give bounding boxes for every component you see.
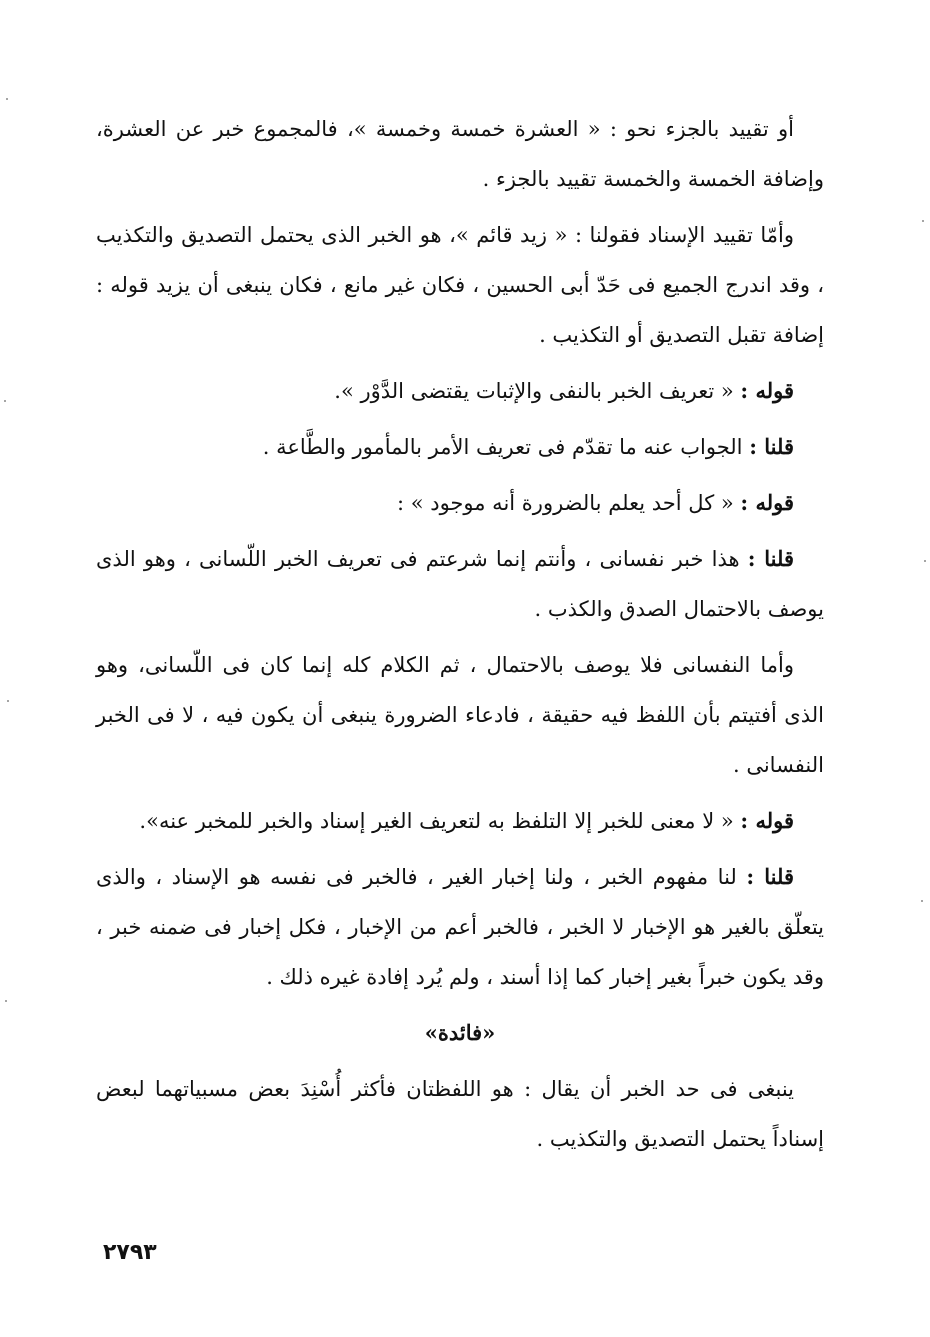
paragraph-6 [96,534,824,634]
paragraph-3 [96,366,824,416]
margin-mark [7,700,9,702]
paragraph-text: وأما النفسانى فلا يوصف بالاحتمال ، ثم الكلام كله إنما كان فى اللّسانى، وهو الذى أفتيتم بأن اللفظ فيه حقيقة ، فادعاء الضرورة ينبغى أن يكون فيه ، لا فى الخبر النفسانى . [96,653,824,777]
paragraph-7 [96,640,824,790]
page-number: ٢٧٩٣ [103,1240,157,1265]
margin-mark [922,220,924,222]
paragraph-text: وأمّا تقييد الإسناد فقولنا : « زيد قائم »، هو الخبر الذى يحتمل التصديق والتكذيب ، وقد اندرج الجميع فى حَدّ أبى الحسين ، فكان غير مانع ، فكان ينبغى أن يزيد قوله : إضافة تقبل التصديق أو التكذيب . [96,223,824,347]
margin-mark [5,1000,7,1002]
paragraph-text: ينبغى فى حد الخبر أن يقال : هو اللفظتان فأكثر أُسْنِدَ بعض مسبياتهما لبعض إسناداً يحتمل التصديق والتكذيب . [96,1077,824,1151]
margin-mark [921,900,923,902]
page-body [96,104,824,1170]
paragraph-9 [96,852,824,1002]
paragraph-lead: قلنا : [749,434,794,459]
margin-mark [924,560,926,562]
paragraph-4 [96,422,824,472]
paragraph-lead: قوله : [740,378,794,403]
paragraph-lead: قوله : [740,490,794,515]
paragraph-text: الجواب عنه ما تقدّم فى تعريف الأمر بالمأمور والطَّاعة . [262,435,750,459]
paragraph-text: « تعريف الخبر بالنفى والإثبات يقتضى الدَّوْر ». [334,379,741,403]
paragraph-5 [96,478,824,528]
paragraph-text: أو تقييد بالجزء نحو : « العشرة خمسة وخمسة »، فالمجموع خبر عن العشرة، وإضافة الخمسة والخمسة تقييد بالجزء . [96,117,824,191]
paragraph-text: هذا خبر نفسانى ، وأنتم إنما شرعتم فى تعريف الخبر اللّسانى ، وهو الذى يوصف بالاحتمال الصدق والكذب . [96,547,824,621]
paragraph-lead: قوله : [740,808,794,833]
paragraph-lead: قلنا : [747,546,794,571]
paragraph-8 [96,796,824,846]
paragraph-text: لنا مفهوم الخبر ، ولنا إخبار الغير ، فالخبر فى نفسه هو الإسناد ، والذى يتعلّق بالغير هو الإخبار لا الخبر ، فالخبر أعم من الإخبار ، فكل إخبار فى ضمنه خبر ، وقد يكون خبراً بغير إخبار كما إذا أسند ، ولم يُرد إفادة غيره ذلك . [96,865,824,989]
paragraph-1 [96,104,824,204]
margin-mark [4,400,6,402]
paragraph-text: « لا معنى للخبر إلا التلفظ به لتعريف الغير إسناد والخبر للمخبر عنه». [139,809,741,833]
paragraph-2 [96,210,824,360]
paragraph-text: « كل أحد يعلم بالضرورة أنه موجود » : [396,491,741,515]
paragraph-lead: قلنا : [746,864,794,889]
final-paragraph [96,1064,824,1164]
section-title: «فائدة» [424,1020,496,1045]
margin-mark [6,98,8,100]
